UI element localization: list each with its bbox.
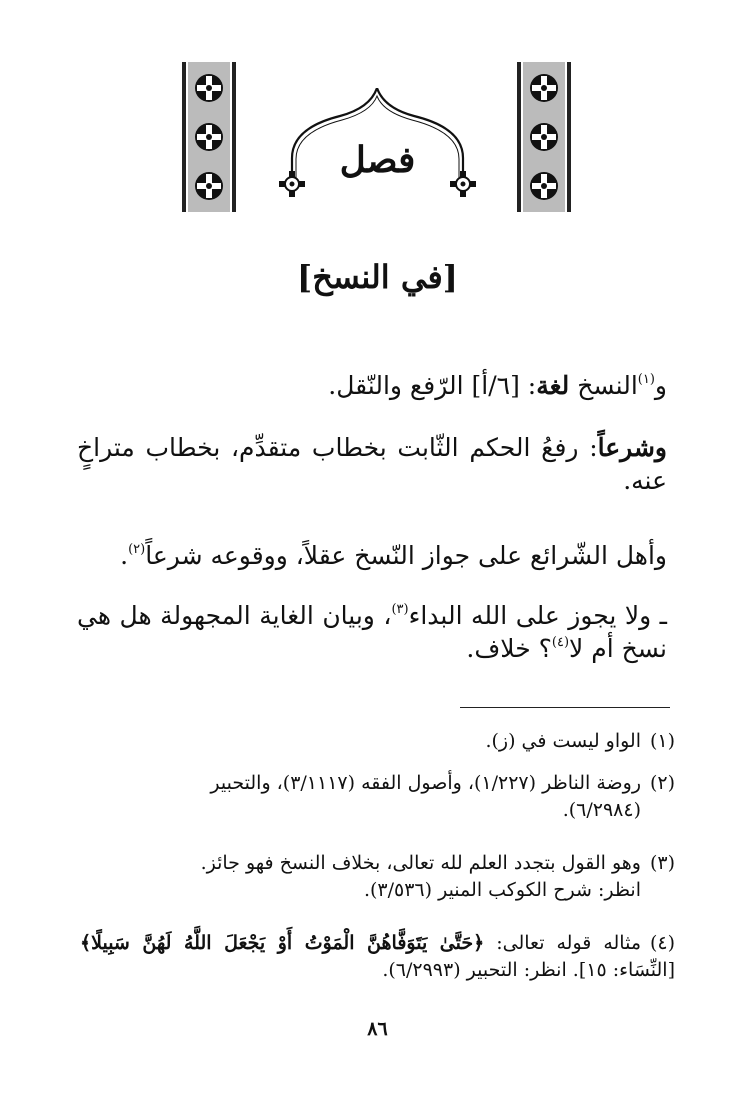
term-bold: لغة xyxy=(536,371,570,400)
footnote-text: [النِّسَاء: ١٥]. انظر: التحبير (٦/٢٩٩٣). xyxy=(382,958,675,981)
ornament-column-left xyxy=(180,60,238,214)
footnote-number: (٣) xyxy=(649,852,675,874)
footnote-ref: (٤) xyxy=(551,634,570,650)
section-title: [في النسخ] xyxy=(297,258,458,296)
term-bold: وشرعاً xyxy=(597,433,667,462)
ornament-column-right xyxy=(515,60,573,214)
chapter-heading: فصل xyxy=(339,139,416,181)
footnote-text: (٦/٢٩٨٤). xyxy=(562,798,641,821)
page-number: ٨٦ xyxy=(367,1018,388,1040)
paragraph-consensus xyxy=(77,540,667,573)
footnote-number: (٢) xyxy=(649,772,675,794)
footnote-ref: (٢) xyxy=(128,542,146,557)
footnote-2 xyxy=(80,770,675,823)
footnote-ref: (١) xyxy=(637,372,655,387)
ornament-pattern-icon xyxy=(180,60,238,214)
text: النسخ xyxy=(569,371,638,400)
text: ؟ خلاف. xyxy=(466,633,552,663)
footnote-3 xyxy=(80,850,675,903)
text: : رفعُ الحكم الثّابت بخطاب متقدِّم، بخطاب متراخٍ عنه. xyxy=(77,433,667,495)
footnote-number: (٤) xyxy=(649,932,676,954)
text: و xyxy=(654,371,667,400)
paragraph-bada xyxy=(77,600,667,665)
footnote-text: الواو ليست في (ز). xyxy=(485,730,641,752)
footnote-number: (١) xyxy=(649,730,675,752)
text: : [٦/أ] الرّفع والنّقل. xyxy=(328,371,537,400)
footnote-text: انظر: شرح الكوكب المنير (٣/٥٣٦). xyxy=(363,878,641,901)
paragraph-definition-legal xyxy=(77,432,667,497)
ornament-pattern-icon xyxy=(515,60,573,214)
footnote-text: مثاله قوله تعالى: xyxy=(484,932,642,954)
text: . xyxy=(120,541,129,570)
text: وأهل الشّرائع على جواز النّسخ عقلاً، ووقوعه شرعاً xyxy=(145,541,667,570)
text: ـ ولا يجوز على الله البداء xyxy=(408,601,667,630)
footnote-1 xyxy=(80,728,675,755)
quran-verse: ﴿حَتَّىٰ يَتَوَفَّاهُنَّ الْمَوْتُ أَوْ يَجْعَلَ اللَّهُ لَهُنَّ سَبِيلًا﴾ xyxy=(80,932,485,954)
paragraph-definition-linguistic xyxy=(77,370,667,403)
footnote-text: وهو القول بتجدد العلم لله تعالى، بخلاف النسخ فهو جائز. xyxy=(200,852,641,874)
footnote-text: روضة الناظر (١/٢٢٧)، وأصول الفقه (٣/١١١٧)، والتحبير xyxy=(210,772,641,794)
footnote-4 xyxy=(80,930,675,983)
footnote-ref: (٣) xyxy=(391,602,409,617)
footnote-separator xyxy=(460,707,670,708)
text: ، وبيان الغاية المجهولة هل هي نسخ أم لا xyxy=(77,601,667,663)
